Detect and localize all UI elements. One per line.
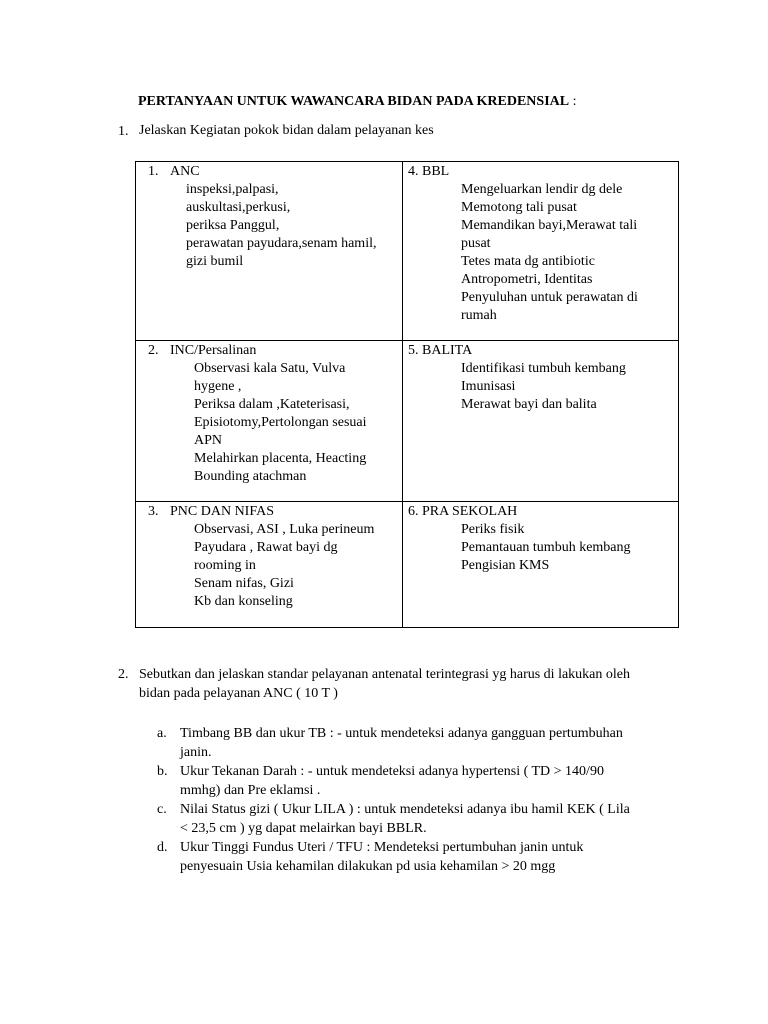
cell-heading: PNC DAN NIFAS xyxy=(170,504,274,519)
item-text: Ukur Tinggi Fundus Uteri / TFU : Mendeteksi pertumbuhan janin untuk xyxy=(180,840,584,855)
table-row xyxy=(136,162,679,341)
item-text: mmhg) dan Pre eklamsi . xyxy=(180,783,321,798)
cell-list xyxy=(408,521,673,575)
cell-list xyxy=(408,181,673,325)
list-item: pusat xyxy=(461,236,491,251)
list-item: Imunisasi xyxy=(461,379,516,394)
list-item xyxy=(157,724,677,762)
table-row xyxy=(136,502,679,628)
question-2-line: Sebutkan dan jelaskan standar pelayanan antenatal terintegrasi yg harus di lakukan oleh xyxy=(139,667,630,682)
list-item: inspeksi,palpasi, xyxy=(186,182,279,197)
question-2-line: bidan pada pelayanan ANC ( 10 T ) xyxy=(139,686,338,701)
list-item xyxy=(157,762,677,800)
cell-heading: 4. BBL xyxy=(408,164,450,179)
list-item: Penyuluhan untuk perawatan di xyxy=(461,290,638,305)
item-text: Ukur Tekanan Darah : - untuk mendeteksi adanya hypertensi ( TD > 140/90 xyxy=(180,764,604,779)
cell-list xyxy=(408,360,673,414)
list-item: perawatan payudara,senam hamil, xyxy=(186,236,377,251)
table-row xyxy=(136,341,679,502)
list-item: Periks fisik xyxy=(461,522,525,537)
question-2-text xyxy=(139,665,679,703)
list-item: Observasi, ASI , Luka perineum xyxy=(194,522,375,537)
list-item: periksa Panggul, xyxy=(186,218,280,233)
item-text: janin. xyxy=(180,745,212,760)
item-label: a. xyxy=(157,726,167,741)
cell-pra-sekolah xyxy=(403,502,679,628)
cell-bbl xyxy=(403,162,679,341)
list-item: Bounding atachman xyxy=(194,469,307,484)
list-item: Periksa dalam ,Kateterisasi, xyxy=(194,397,350,412)
item-text: < 23,5 cm ) yg dapat melairkan bayi BBLR. xyxy=(180,821,427,836)
list-item: Episiotomy,Pertolongan sesuai xyxy=(194,415,367,430)
cell-balita xyxy=(403,341,679,502)
item-text: penyesuain Usia kehamilan dilakukan pd usia kehamilan > 20 mgg xyxy=(180,859,556,874)
cell-anc xyxy=(136,162,403,341)
activities-table xyxy=(135,161,679,628)
list-item xyxy=(157,838,677,876)
list-item: rooming in xyxy=(194,558,256,573)
cell-list xyxy=(141,521,397,611)
list-item: Pemantauan tumbuh kembang xyxy=(461,540,631,555)
list-item: auskultasi,perkusi, xyxy=(186,200,291,215)
list-item: Identifikasi tumbuh kembang xyxy=(461,361,626,376)
list-item: Kb dan konseling xyxy=(194,594,293,609)
cell-number: 1. xyxy=(148,164,159,179)
item-text: Nilai Status gizi ( Ukur LILA ) : untuk mendeteksi adanya ibu hamil KEK ( Lila xyxy=(180,802,630,817)
title-suffix: : xyxy=(569,94,577,109)
cell-number: 2. xyxy=(148,343,159,358)
question-2-number: 2. xyxy=(118,667,129,682)
cell-heading: INC/Persalinan xyxy=(170,343,257,358)
question-1-text: Jelaskan Kegiatan pokok bidan dalam pelayanan kes xyxy=(139,123,434,138)
list-item: Observasi kala Satu, Vulva xyxy=(194,361,346,376)
list-item: gizi bumil xyxy=(186,254,244,269)
list-item: Pengisian KMS xyxy=(461,558,550,573)
item-text: Timbang BB dan ukur TB : - untuk mendeteksi adanya gangguan pertumbuhan xyxy=(180,726,623,741)
cell-list xyxy=(141,360,397,486)
list-item: APN xyxy=(194,433,223,448)
cell-heading: ANC xyxy=(170,164,200,179)
cell-number: 3. xyxy=(148,504,159,519)
document-title xyxy=(138,94,577,110)
item-label: b. xyxy=(157,764,168,779)
question-1-number: 1. xyxy=(118,124,129,139)
list-item: Merawat bayi dan balita xyxy=(461,397,597,412)
anc-standards-list xyxy=(157,724,677,876)
list-item: Payudara , Rawat bayi dg xyxy=(194,540,338,555)
cell-heading: 5. BALITA xyxy=(408,343,473,358)
list-item: Senam nifas, Gizi xyxy=(194,576,294,591)
list-item xyxy=(157,800,677,838)
list-item: Mengeluarkan lendir dg dele xyxy=(461,182,623,197)
list-item: Memandikan bayi,Merawat tali xyxy=(461,218,638,233)
item-label: d. xyxy=(157,840,168,855)
item-label: c. xyxy=(157,802,167,817)
list-item: rumah xyxy=(461,308,497,323)
list-item: Tetes mata dg antibiotic xyxy=(461,254,595,269)
list-item: Antropometri, Identitas xyxy=(461,272,593,287)
list-item: Memotong tali pusat xyxy=(461,200,577,215)
cell-inc xyxy=(136,341,403,502)
cell-heading: 6. PRA SEKOLAH xyxy=(408,504,518,519)
cell-pnc xyxy=(136,502,403,628)
list-item: Melahirkan placenta, Heacting xyxy=(194,451,367,466)
list-item: hygene , xyxy=(194,379,242,394)
title-main: PERTANYAAN UNTUK WAWANCARA BIDAN PADA KREDENSIAL xyxy=(138,94,570,109)
cell-list xyxy=(141,181,397,271)
